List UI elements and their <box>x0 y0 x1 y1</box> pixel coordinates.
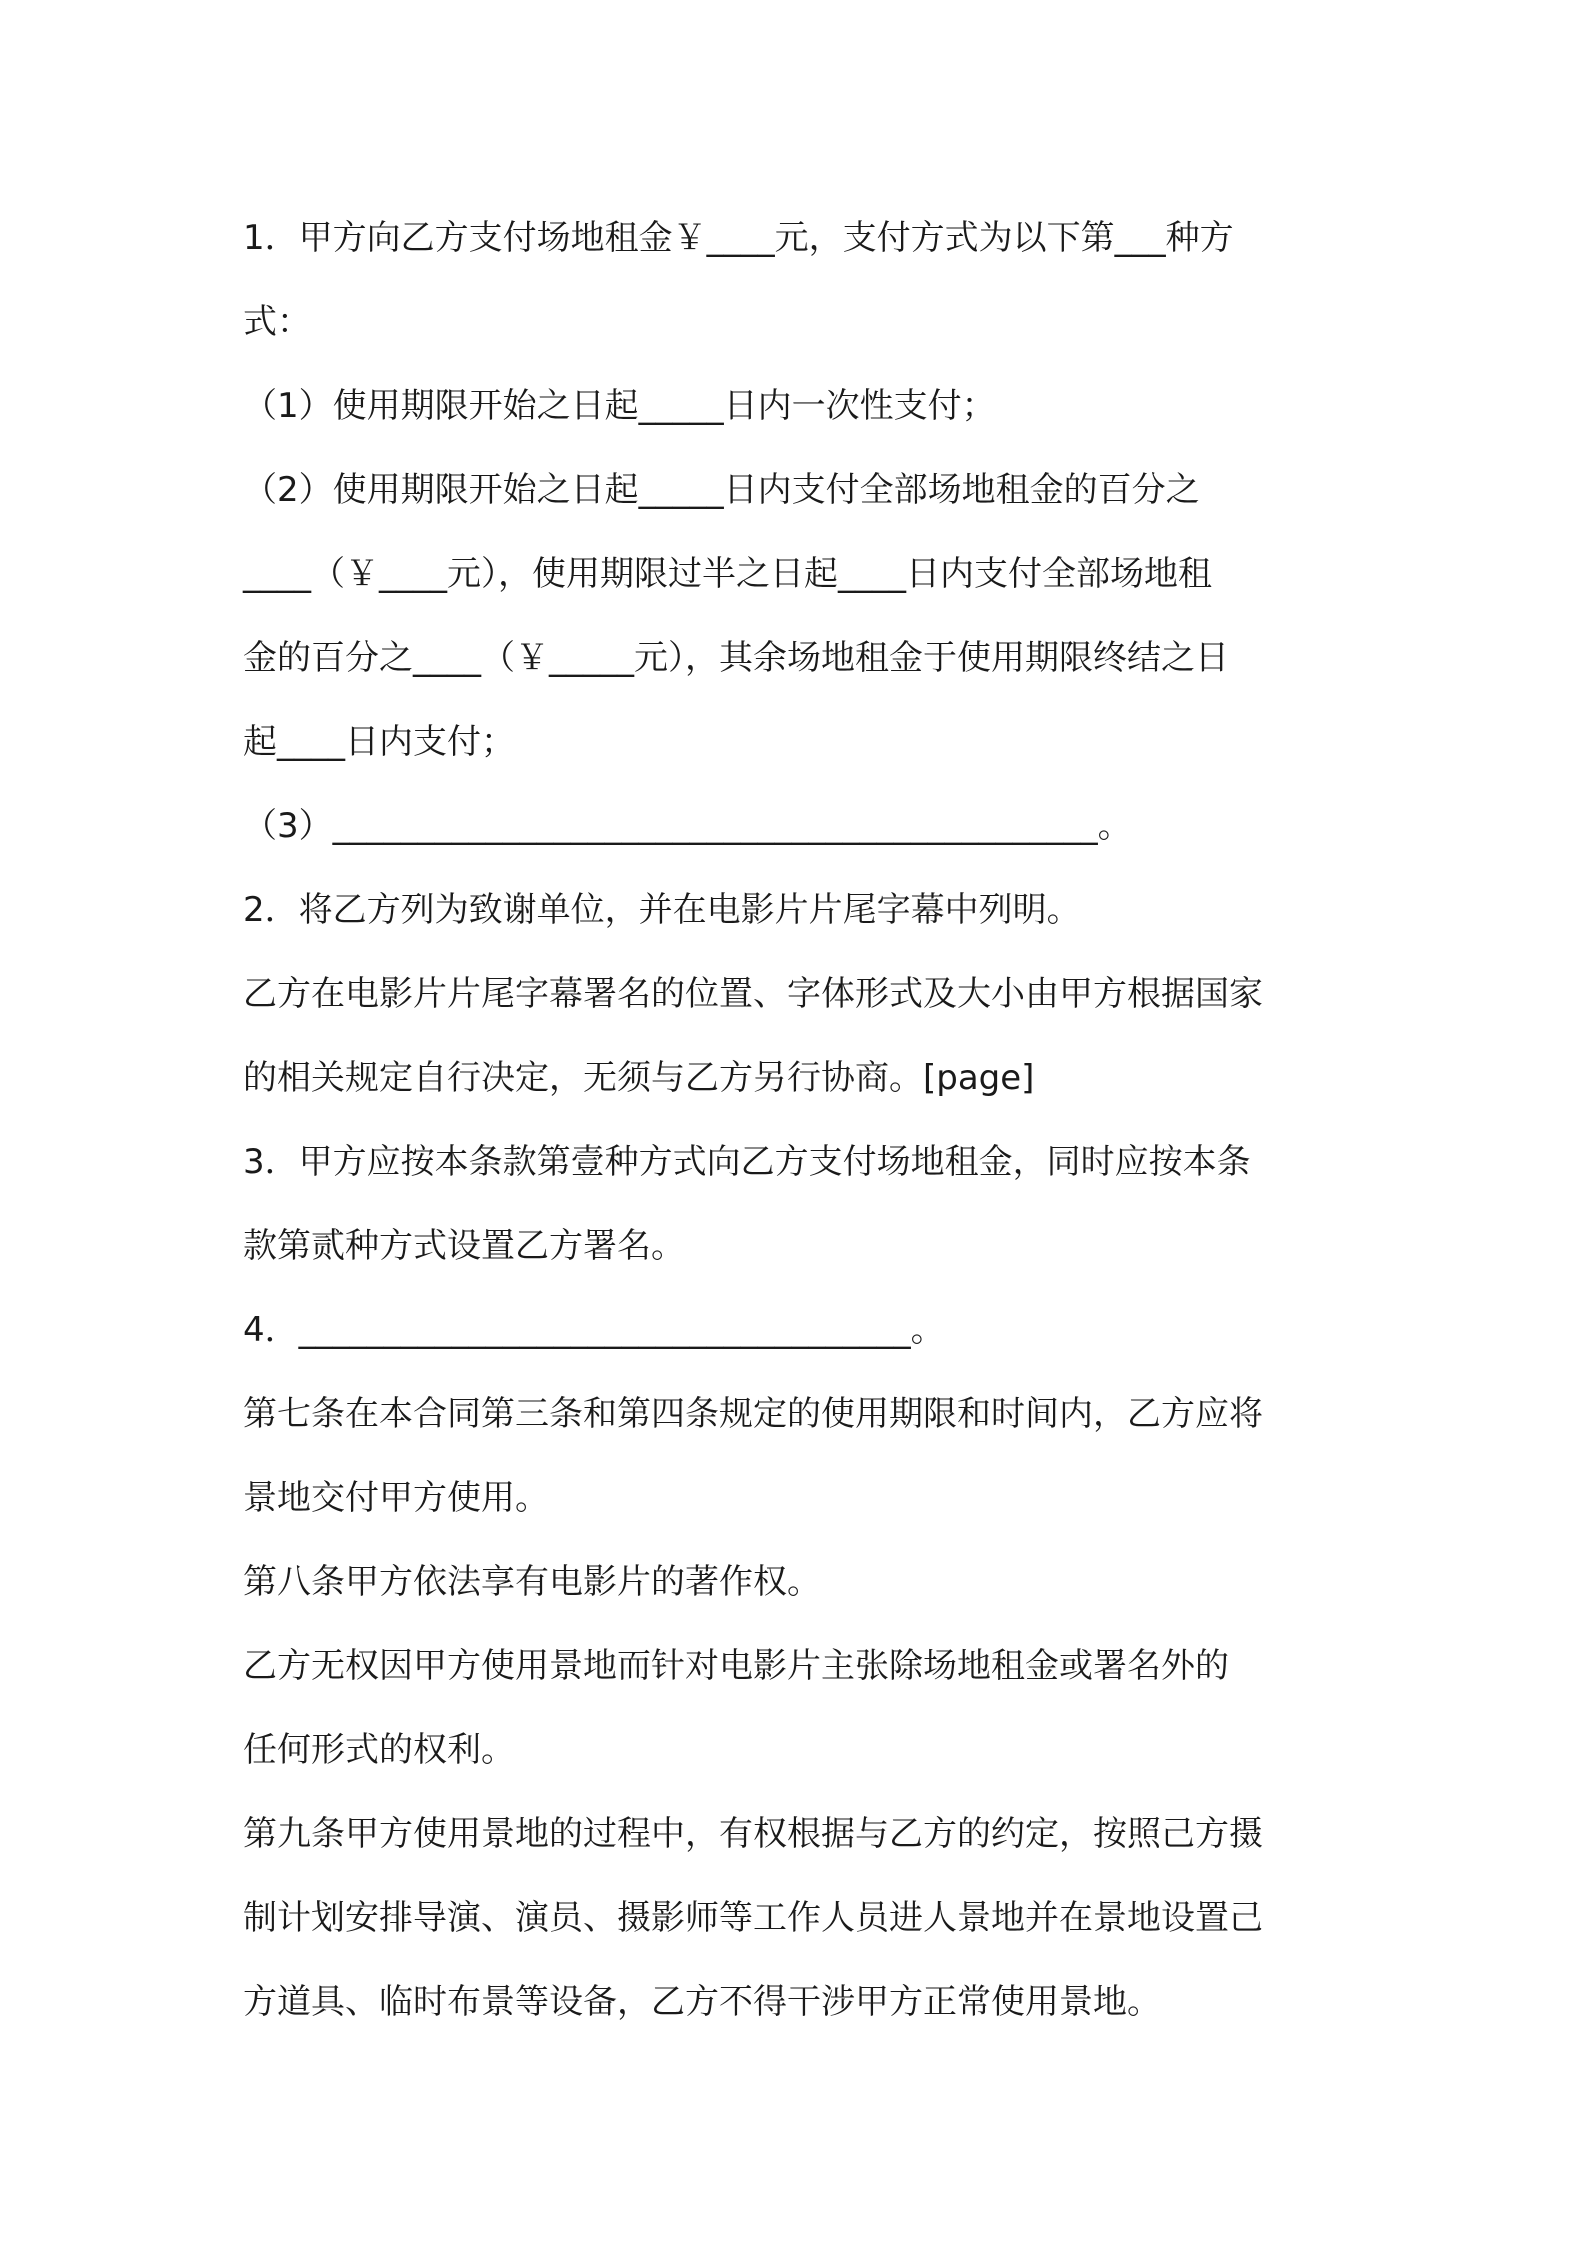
line-clause-2: 2．将乙方列为致谢单位，并在电影片片尾字幕中列明。 <box>243 890 1081 930</box>
line-option-2-cont-1: ____（￥____元），使用期限过半之日起____日内支付全部场地租 <box>243 554 1212 594</box>
line-option-2-cont-2: 金的百分之____（￥_____元），其余场地租金于使用期限终结之日 <box>243 638 1229 678</box>
line-article-7: 第七条在本合同第三条和第四条规定的使用期限和时间内，乙方应将 <box>243 1394 1263 1434</box>
line-article-9-cont-2: 方道具、临时布景等设备，乙方不得干涉甲方正常使用景地。 <box>243 1982 1161 2022</box>
line-clause-2-detail-cont: 的相关规定自行决定，无须与乙方另行协商。[page] <box>243 1058 1035 1098</box>
line-article-9-cont-1: 制计划安排导演、演员、摄影师等工作人员进人景地并在景地设置己 <box>243 1898 1263 1938</box>
line-option-2: （2）使用期限开始之日起_____日内支付全部场地租金的百分之 <box>243 470 1200 510</box>
line-payment-clause-cont: 式： <box>243 302 311 342</box>
line-payment-clause: 1．甲方向乙方支付场地租金￥____元，支付方式为以下第___种方 <box>243 218 1234 258</box>
line-article-8-detail: 乙方无权因甲方使用景地而针对电影片主张除场地租金或署名外的 <box>243 1646 1229 1686</box>
line-option-1: （1）使用期限开始之日起_____日内一次性支付； <box>243 386 996 426</box>
line-option-3: （3）_____________________________________________。 <box>243 806 1132 846</box>
line-clause-4: 4．____________________________________。 <box>243 1310 945 1350</box>
line-article-8-detail-cont: 任何形式的权利。 <box>243 1730 515 1770</box>
line-clause-3-cont: 款第贰种方式设置乙方署名。 <box>243 1226 685 1266</box>
line-clause-2-detail: 乙方在电影片片尾字幕署名的位置、字体形式及大小由甲方根据国家 <box>243 974 1263 1014</box>
line-article-9: 第九条甲方使用景地的过程中，有权根据与乙方的约定，按照己方摄 <box>243 1814 1263 1854</box>
line-option-2-cont-3: 起____日内支付； <box>243 722 515 762</box>
line-clause-3: 3．甲方应按本条款第壹种方式向乙方支付场地租金，同时应按本条 <box>243 1142 1251 1182</box>
line-article-8: 第八条甲方依法享有电影片的著作权。 <box>243 1562 821 1602</box>
document-body <box>243 196 1353 2044</box>
line-article-7-cont: 景地交付甲方使用。 <box>243 1478 549 1518</box>
